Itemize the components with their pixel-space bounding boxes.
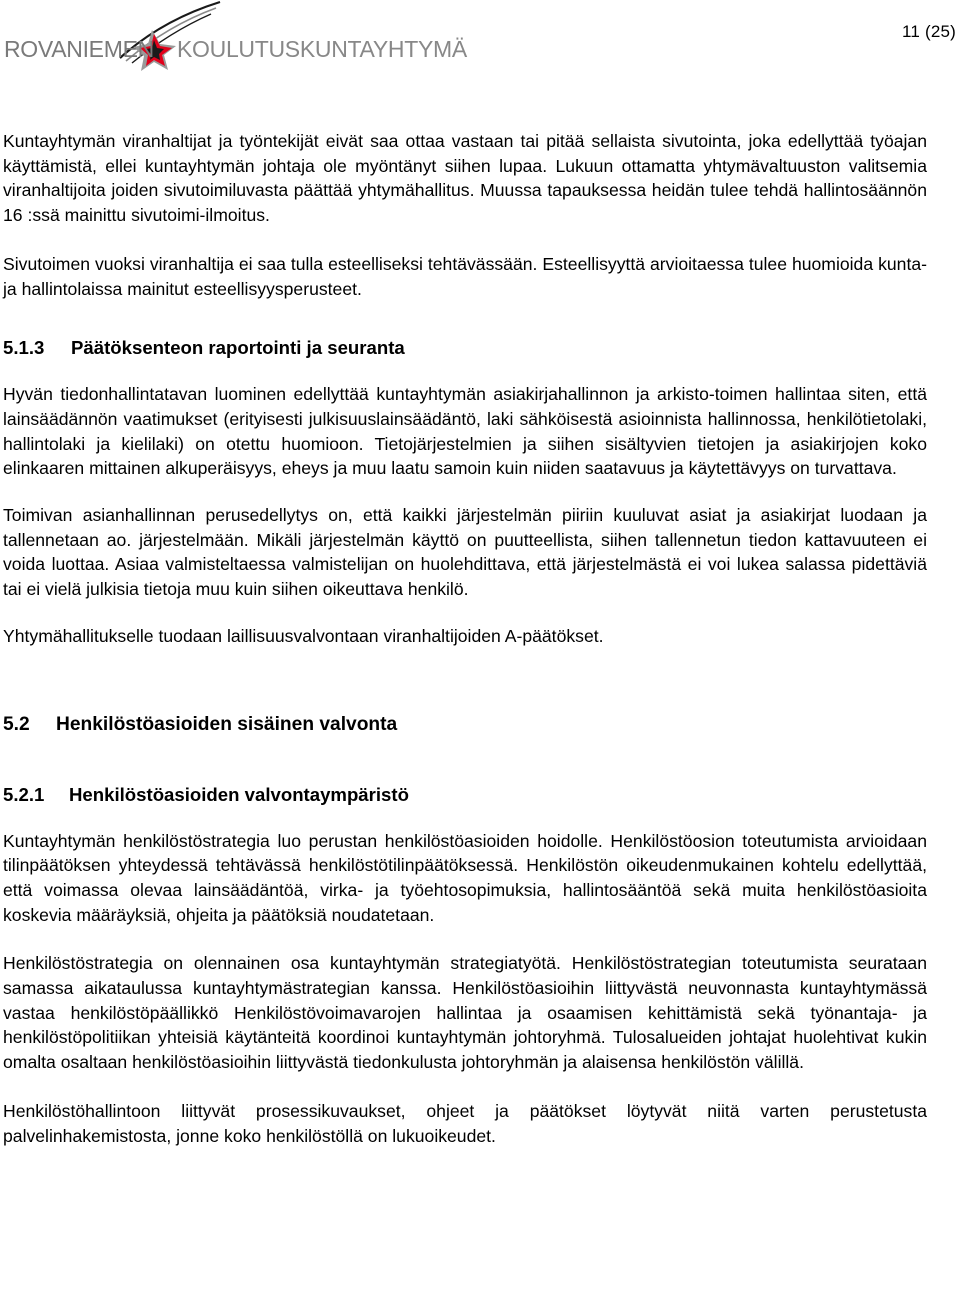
paragraph-sivutoimi: Kuntayhtymän viranhaltijat ja työntekijät eivät saa ottaa vastaan tai pitää sellaista sivutointa, joka edellyttää työajan käyttämistä, ellei kuntayhtymän johtaja ole myöntänyt siihen lupaa. Lukuun ottamatta yhtymävaltuuston valitsemia viranhaltijoita joiden sivutoimiluvasta päättää yhtymähallitus. Muussa tapauksessa heidän tulee tehdä hallintosäännön 16 :ssä mainittu sivutoimi-ilmoitus. <box>3 131 927 226</box>
logo-text-right: KOULUTUSKUNTAYHTYMÄ <box>177 36 467 62</box>
paragraph-tiedonhallinta: Hyvän tiedonhallintatavan luominen edellyttää kuntayhtymän asiakirjahallinnon ja arkisto-toimen hallintaa siten, että lainsäädännön vaatimukset (erityisesti julkisuuslainsäädäntö, laki sähköisestä asioinnista hallinnossa, henkilötietolaki, hallintolaki ja kielilaki) on otettu huomioon. Tietojärjestelmien ja siihen sisältyvien tietojen ja asiakirjojen koko elinkaaren mittainen alkuperäisyys, eheys ja muu laatu samoin kuin niiden saatavuus ja käytettävyys on turvattava. <box>3 384 927 479</box>
section-number: 5.2.1 <box>3 783 45 805</box>
paragraph-asianhallinta: Toimivan asianhallinnan perusedellytys on, että kaikki järjestelmän piiriin kuuluvat asiat ja asiakirjat luodaan ja tallennetaan ao. järjestelmään. Mikäli järjestelmän käyttö on puutteellista, siihen tallennetun tiedon kattavuuteen ei voida luottaa. Asiaa valmisteltaessa valmistelijan on huolehdittava, että järjestelmästä ei voi lukea salassa pidettäviä tai ei vielä julkisia tietoja muu kuin siihen oikeuttava henkilö. <box>3 505 927 600</box>
section-title: Henkilöstöasioiden valvontaympäristö <box>69 783 409 805</box>
paragraph-prosessikuvaukset: Henkilöstöhallintoon liittyvät prosessikuvaukset, ohjeet ja päätökset löytyvät niitä varten perustetusta palvelinhakemistosta, jonne koko henkilöstöllä on lukuoikeudet. <box>3 1100 927 1146</box>
page-number: 11 (25) <box>901 22 956 41</box>
section-title: Henkilöstöasioiden sisäinen valvonta <box>56 713 398 735</box>
section-heading-5-1-3 <box>3 336 927 360</box>
paragraph-esteellisyys: Sivutoimen vuoksi viranhaltija ei saa tulla esteelliseksi tehtävässään. Esteellisyyttä arvioitaessa tulee huomioida kunta- ja hallintolaissa mainitut esteellisyysperusteet. <box>3 253 927 299</box>
document-body <box>3 129 927 1148</box>
logo-text-left: ROVANIEMEN <box>4 36 154 62</box>
section-heading-5-2-1 <box>3 783 927 807</box>
section-number: 5.1.3 <box>3 337 45 359</box>
paragraph-henkilostostrategia: Kuntayhtymän henkilöstöstrategia luo perustan henkilöstöasioiden hoidolle. Henkilöstöosion toteutumista arvioidaan tilinpäätöksen yhteydessä tehtävässä henkilöstötilinpäätöksessä. Henkilöstön oikeudenmukainen kohtelu edellyttää, että voimassa olevaa lainsäädäntöä, virka- ja työehtosopimuksia, hallintosääntöä sekä muita henkilöstöasioita koskevia määräyksiä, ohjeita ja päätöksiä noudatetaan. <box>3 830 927 925</box>
section-title: Päätöksenteon raportointi ja seuranta <box>71 337 405 359</box>
organization-logo <box>2 0 467 78</box>
paragraph-laillisuusvalvonta: Yhtymähallitukselle tuodaan laillisuusvalvontaan viranhaltijoiden A-päätökset. <box>3 625 604 646</box>
paragraph-strategiatyo: Henkilöstöstrategia on olennainen osa kuntayhtymän strategiatyötä. Henkilöstöstrategian toteutumista seurataan samassa aikataulussa kuntayhtymästrategian kanssa. Henkilöstöasioihin liittyvästä neuvonnasta kuntayhtymässä vastaa henkilöstöpäällikkö Henkilöstövoimavarojen hallintaa ja osaamisen kehittämistä sekä työnantaja- ja henkilöstöpolitiikan yhteisiä käytänteitä koordinoi kuntayhtymän johtoryhmä. Tulosalueiden johtajat huolehtivat kukin omalta osaltaan henkilöstöasioihin liittyvästä tiedonkulusta johtoryhmän ja alaisensa henkilöstön välillä. <box>3 953 927 1073</box>
section-number: 5.2 <box>3 713 30 735</box>
section-heading-5-2 <box>3 713 927 737</box>
